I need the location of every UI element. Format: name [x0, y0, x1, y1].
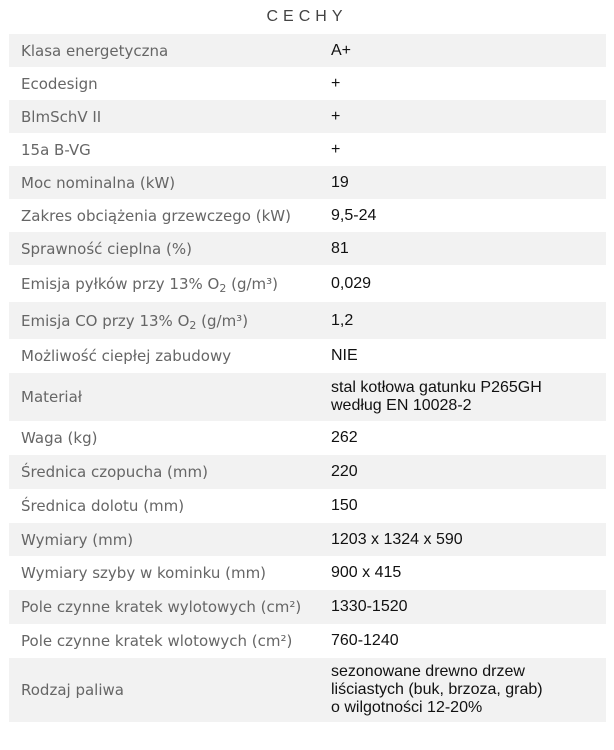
row-label: Pole czynne kratek wylotowych (cm²) — [21, 598, 302, 616]
row-label: Waga (kg) — [21, 429, 98, 447]
row-label: Emisja pyłków przy 13% $O_2$ (g/m³) — [21, 274, 279, 295]
table-row — [9, 489, 606, 523]
row-label: Zakres obciążenia grzewczego (kW) — [21, 206, 291, 225]
row-value: 1203 x 1324 x 590 — [331, 530, 463, 548]
row-label: Średnica czopucha (mm) — [21, 463, 208, 481]
row-value: stal kotłowa gatunku P265GH według EN 10028-2 — [331, 379, 542, 414]
table-row — [9, 232, 606, 265]
table-row — [9, 199, 606, 232]
row-value: 262 — [331, 429, 358, 446]
table-row — [9, 624, 606, 658]
row-value: NIE — [331, 347, 358, 364]
row-value: 760-1240 — [331, 632, 399, 649]
row-value: 150 — [331, 497, 358, 514]
row-value: 81 — [331, 239, 349, 257]
table-row — [9, 523, 606, 556]
row-label: Moc nominalna (kW) — [21, 173, 176, 192]
row-label: Pole czynne kratek wlotowych (cm²) — [21, 632, 293, 650]
table-row — [9, 658, 606, 722]
row-label: Wymiary szyby w kominku (mm) — [21, 564, 267, 582]
table-row — [9, 421, 606, 455]
row-value: 9,5-24 — [331, 206, 377, 224]
row-value: 220 — [331, 463, 358, 480]
row-value: sezonowane drewno drzew liściastych (buk, brzoza, grab) o wilgotności 12-20% — [331, 663, 543, 716]
table-row — [9, 455, 606, 489]
table-row — [9, 302, 606, 339]
row-label: Materiał — [21, 388, 83, 406]
row-value: A+ — [331, 41, 352, 59]
row-label: Rodzaj paliwa — [21, 681, 124, 699]
row-label: Sprawność cieplna (%) — [21, 239, 192, 258]
row-label: Średnica dolotu (mm) — [21, 497, 185, 515]
row-value: + — [331, 107, 341, 125]
row-label: Wymiary (mm) — [21, 530, 134, 549]
row-label: Klasa energetyczna — [21, 41, 169, 60]
table-row — [9, 339, 606, 373]
row-value: 1,2 — [331, 311, 354, 329]
row-label: BlmSchV II — [21, 107, 102, 126]
row-value: 1330-1520 — [331, 598, 408, 615]
table-row — [9, 34, 606, 67]
row-label: Ecodesign — [21, 74, 98, 93]
table-row — [9, 100, 606, 133]
section-title: CECHY — [266, 8, 348, 25]
table-row — [9, 133, 606, 166]
row-value: 900 x 415 — [331, 564, 402, 581]
table-row — [9, 373, 606, 421]
row-value: + — [331, 140, 341, 158]
table-row — [9, 166, 606, 199]
row-label: Możliwość ciepłej zabudowy — [21, 347, 232, 365]
table-row — [9, 67, 606, 100]
table-row — [9, 556, 606, 590]
row-label: Emisja CO przy 13% $O_2$ (g/m³) — [21, 311, 249, 332]
features-table — [9, 34, 606, 722]
row-value: 19 — [331, 173, 349, 191]
row-label: 15a B-VG — [21, 140, 91, 159]
row-value: + — [331, 74, 341, 92]
table-row — [9, 590, 606, 624]
table-row — [9, 265, 606, 302]
row-value: 0,029 — [331, 274, 372, 292]
